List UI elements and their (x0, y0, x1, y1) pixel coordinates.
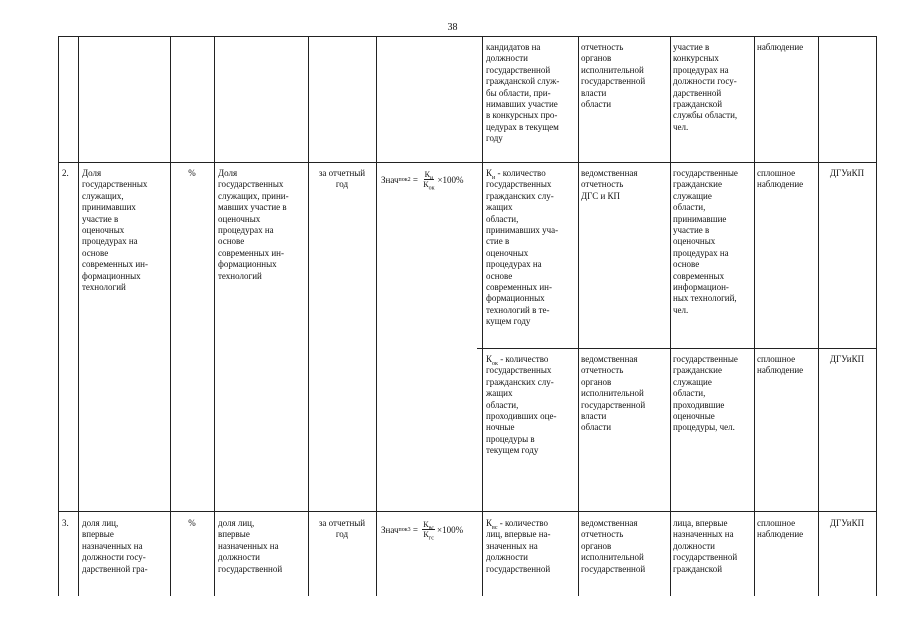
denominator-sub: ок (428, 185, 435, 192)
row2-sub2-population: государственные гражданские служащие области, проходившие оценочные процедуры, чел. (673, 354, 738, 433)
row2-formula: Знач пок2 = $\frac{К_и}{К_{ок}}$ ×100% (381, 170, 464, 192)
row2-sub2-source: ведомственная отчетность органов исполнительной государственной власти области (581, 354, 646, 433)
row2-sub2-method: сплошное наблюдение (757, 354, 804, 376)
row3-method: сплошное наблюдение (757, 518, 804, 540)
desc-label-sub: и (492, 174, 496, 181)
numerator-symbol: К (423, 520, 429, 529)
col-line (818, 36, 819, 596)
formula-denominator (422, 530, 434, 542)
subrow-divider (477, 348, 876, 349)
col-line (482, 36, 483, 596)
numerator-sub: вс (428, 525, 435, 532)
row3-number: 3. (62, 518, 69, 528)
row3-responsible: ДГУиКП (829, 518, 865, 528)
formula-tail: ×100% (437, 524, 464, 535)
row2-sub2-desc (486, 354, 578, 457)
formula-lhs: Знач (381, 524, 399, 535)
numerator-symbol: К (424, 170, 430, 179)
row2-sub1-source: ведомственная отчетность ДГС и КП (581, 168, 638, 201)
formula-equals: = (410, 524, 421, 535)
col-line (308, 36, 309, 596)
row2-sub1-desc (486, 168, 578, 328)
denominator-sub: гс (428, 535, 434, 542)
formula-equals: = (410, 174, 421, 185)
page-number: 38 (447, 22, 458, 33)
row2-name: Доля государственных служащих, принимавших участие в оценочных процедурах на основе современных ин- формационных технологий (82, 168, 148, 293)
col-line (58, 36, 59, 596)
row3-formula: Знач пок3 = $\frac{К_{вс}}{К_{гс}}$ ×100% (381, 520, 464, 542)
col-line (670, 36, 671, 596)
desc-label-sub: ок (492, 360, 498, 367)
row2-sub1-population: государственные гражданские служащие области, принимавшие участие в оценочных процедурах на основе современных информацион- ных технологий, чел. (673, 168, 738, 315)
formula-tail: ×100% (437, 174, 464, 185)
col-line (578, 36, 579, 596)
col-line (170, 36, 171, 596)
formula-denominator (422, 180, 435, 192)
numerator-sub: и (429, 175, 434, 182)
row2-period: за отчетный год (318, 168, 366, 190)
formula-fraction (422, 520, 435, 542)
formula-lhs: Знач (381, 174, 399, 185)
row3-name: доля лиц, впервые назначенных на должности госу- дарственной гра- (82, 518, 148, 574)
top-population-cell: участие в конкурсных процедурах на должности госу- дарственной гражданской службы области, чел. (673, 42, 738, 132)
top-desc-cell: кандидатов на должности государственной гражданской служ- бы области, при- нимавших участие в конкурсных про- цедурах в текущем году (486, 42, 560, 144)
desc-text: - количество государственных гражданских слу- жащих области, принимавших уча- стие в оценочных процедурах на основе современных ин- формационных технологий в те- кущем году (486, 168, 559, 327)
desc-label-sub: вс (492, 524, 498, 531)
denominator-symbol: К (423, 530, 429, 539)
row2-sub1-responsible: ДГУиКП (829, 168, 865, 178)
desc-label: К (486, 168, 493, 178)
col-line (214, 36, 215, 596)
denominator-symbol: К (423, 180, 429, 189)
row2-definition: Доля государственных служащих, прини- мавших участие в оценочных процедурах на основе современных ин- формационных технологий (218, 168, 289, 281)
desc-text: - количество государственных гражданских слу- жащих области, проходивших оце- ночные процедуры в текущем году (486, 354, 557, 456)
desc-label: К (486, 518, 493, 528)
row2-sub2-responsible: ДГУиКП (829, 354, 865, 364)
formula-fraction (422, 170, 435, 192)
desc-label: К (486, 354, 493, 364)
table-border-right (876, 36, 877, 596)
row3-period: за отчетный год (318, 518, 366, 540)
col-line (78, 36, 79, 596)
row3-population: лица, впервые назначенных на должности государственной гражданской (673, 518, 738, 574)
row3-source: ведомственная отчетность органов исполнительной государственной (581, 518, 646, 574)
top-method-cell: наблюдение (757, 42, 804, 52)
formula-numerator (422, 520, 435, 530)
top-source-cell: отчетность органов исполнительной государственной власти области (581, 42, 646, 110)
row3-desc (486, 518, 578, 575)
col-line (376, 36, 377, 596)
desc-text: - количество лиц, впервые на- значенных на должности государственной (486, 518, 551, 574)
formula-numerator (424, 170, 435, 180)
row2-unit: % (188, 168, 196, 178)
row3-definition: доля лиц, впервые назначенных на должности государственной (218, 518, 283, 574)
row2-number: 2. (62, 168, 69, 178)
row2-sub1-method: сплошное наблюдение (757, 168, 804, 190)
row3-unit: % (188, 518, 196, 528)
